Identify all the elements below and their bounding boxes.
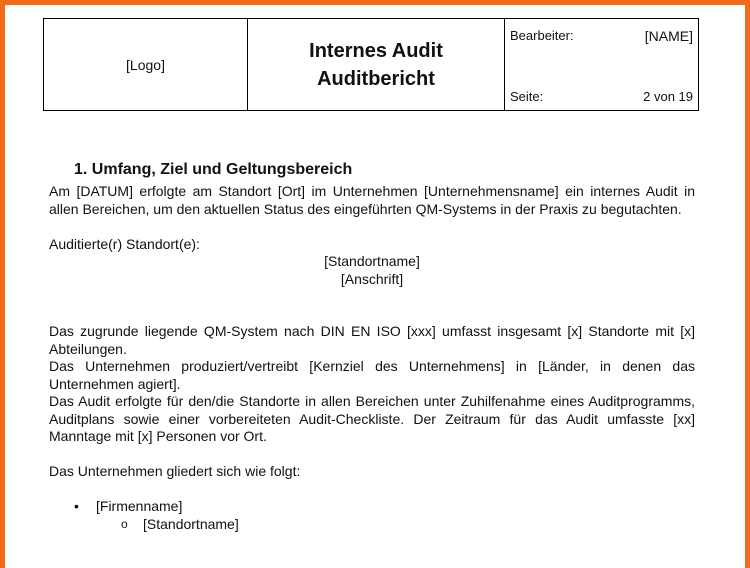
section-heading: 1. Umfang, Ziel und Geltungsbereich (74, 161, 353, 178)
title-line-2: Auditbericht (317, 67, 435, 90)
circle-bullet-icon: o (121, 516, 128, 531)
sub-list-item (49, 516, 695, 534)
list-item-label: [Firmenname] (96, 498, 183, 514)
document-body (49, 160, 695, 533)
logo-placeholder (44, 19, 248, 110)
bullet-icon: • (74, 498, 79, 514)
editor-value: [NAME] (644, 28, 693, 44)
audited-sites-label: Auditierte(r) Standort(e): (49, 235, 200, 252)
logo-text: [Logo] (126, 56, 165, 73)
page-row (510, 89, 693, 104)
site-name: [Standortname] (324, 253, 420, 269)
audit-method-paragraph: Das Audit erfolgte für den/die Standorte in allen Bereichen unter Zuhilfenahme eines Auditprogramms, Auditplans sowie einer vorbereiteten Audit-Checkliste. Der Zeitraum für das Audit umfasste [xx] Manntage mit [x] Personen vor Ort. (49, 393, 695, 444)
document-page (5, 5, 745, 568)
qm-system-paragraph: Das zugrunde liegende QM-System nach DIN EN ISO [xxx] umfasst insgesamt [x] Standorte mit [x] Abteilungen. (49, 323, 695, 357)
structure-label: Das Unternehmen gliedert sich wie folgt: (49, 463, 301, 479)
site-address: [Anschrift] (340, 270, 404, 287)
page-label: Seite: (510, 89, 544, 104)
intro-paragraph: Am [DATUM] erfolgte am Standort [Ort] im Unternehmen [Unternehmensname] ein internes Audit in allen Bereichen, um den aktuellen Status des eingeführten QM-Systems in der Praxis zu begutachten. (49, 183, 695, 217)
document-title (248, 19, 505, 110)
editor-row (510, 28, 693, 44)
sub-list-item-label: [Standortname] (143, 515, 239, 532)
products-paragraph: Das Unternehmen produziert/vertreibt [Kernziel des Unternehmens] in [Länder, in denen das Unternehmen agiert]. (49, 358, 695, 392)
list-item (49, 498, 695, 516)
editor-label: Bearbeiter: (510, 28, 574, 43)
page-number: 2 von 19 (643, 89, 693, 104)
meta-cell (505, 19, 698, 110)
company-structure-list (49, 498, 695, 533)
header-table (43, 18, 699, 111)
title-line-1: Internes Audit (309, 39, 443, 62)
